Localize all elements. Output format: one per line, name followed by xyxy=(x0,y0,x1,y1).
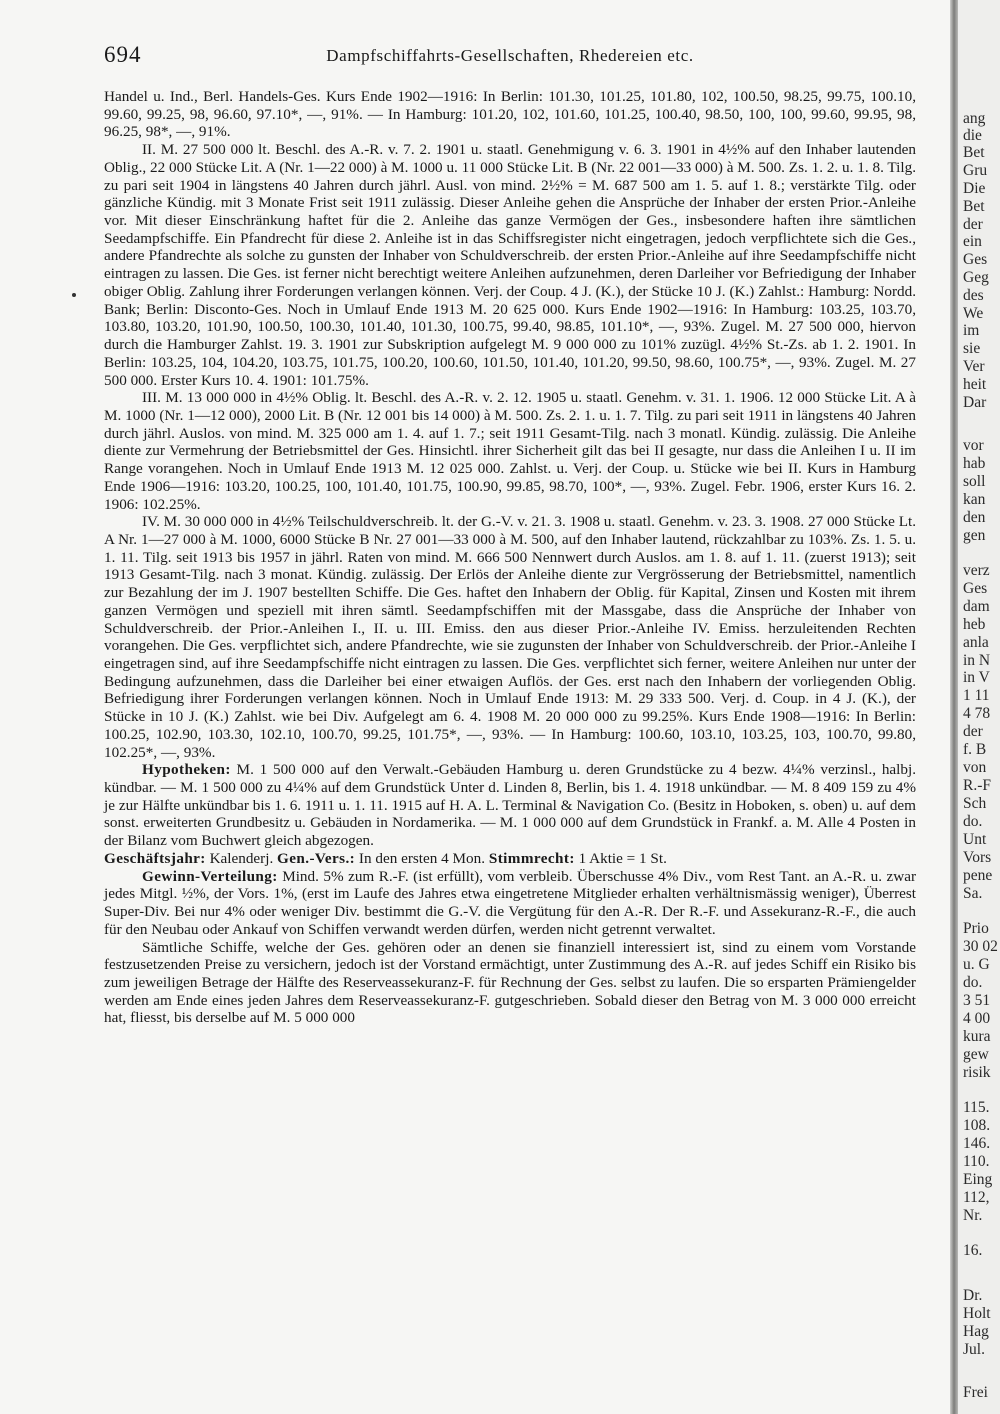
adjacent-page-fragment: Frei xyxy=(963,1384,988,1401)
adjacent-page-fragment: anla xyxy=(963,634,989,651)
adjacent-page-fragment: risik xyxy=(963,1064,991,1081)
adjacent-page-fragment: im xyxy=(963,322,980,339)
page-header xyxy=(104,42,916,72)
adjacent-page-fragment: ang xyxy=(963,110,986,127)
adjacent-page-fragment: ein xyxy=(963,233,982,250)
adjacent-page-fragment: f. B xyxy=(963,741,987,758)
adjacent-page-fragment: 1 11 xyxy=(963,687,990,704)
adjacent-page-fragment: 4 78 xyxy=(963,705,991,722)
adjacent-page-fragment: 110. xyxy=(963,1153,990,1170)
adjacent-page-fragment: Bet xyxy=(963,198,985,215)
section-label: Gewinn-Verteilung: xyxy=(142,867,278,885)
adjacent-page-fragment: 108. xyxy=(963,1117,991,1134)
adjacent-page-fragment: vor xyxy=(963,437,984,454)
adjacent-page-fragment: den xyxy=(963,509,986,526)
paragraph xyxy=(104,88,916,141)
adjacent-page-fragment: Ges xyxy=(963,580,988,597)
paragraph-text: Mind. 5% zum R.-F. (ist erfüllt), vom verbleib. Überschusse 4% Div., vom Rest Tant. an A.-R. u. zwar jedes Mitgl. ½%, der Vors. 1%, (erst im Laufe des Jahres etwa eingetretene Mitglieder erhalten verhältnismässig weniger), Überrest Super-Div. Bei nur 4% oder weniger Div. bestimmt die G.-V. die Vergütung für den A.-R. Der R.-F. und Assekuranz-R.-F., die auch für den Neubau oder Ankauf von Schiffen verwandt werden dürfen, werden nicht getrennt verwaltet. xyxy=(104,867,916,938)
adjacent-page-fragment: pene xyxy=(963,867,993,884)
adjacent-page-fragment: Bet xyxy=(963,144,985,161)
adjacent-page-fragment: kura xyxy=(963,1028,991,1045)
adjacent-page-fragment: Dar xyxy=(963,394,987,411)
adjacent-page-fragment: heb xyxy=(963,616,986,633)
adjacent-page-fragment: Holt xyxy=(963,1305,991,1322)
book-gutter xyxy=(950,0,958,1414)
paragraph xyxy=(104,868,916,939)
adjacent-page-fragment: von xyxy=(963,759,987,776)
adjacent-page-fragment: 146. xyxy=(963,1135,991,1152)
adjacent-page-fragment: 4 00 xyxy=(963,1010,991,1027)
adjacent-page-fragment: Sch xyxy=(963,795,987,812)
adjacent-page-fragment: Jul. xyxy=(963,1341,985,1358)
adjacent-page-fragment: do. xyxy=(963,813,983,830)
adjacent-page-fragment: 3 51 xyxy=(963,992,991,1009)
adjacent-page-fragment: sie xyxy=(963,340,981,357)
adjacent-page-fragment: Geg xyxy=(963,269,989,286)
adjacent-page-fragment: Dr. xyxy=(963,1287,983,1304)
section-label: Hypotheken: xyxy=(142,761,231,779)
adjacent-page-fragment: gen xyxy=(963,527,986,544)
adjacent-page-fragment: in N xyxy=(963,652,991,669)
adjacent-page-fragment: 115. xyxy=(963,1099,990,1116)
adjacent-page-fragment: Unt xyxy=(963,831,987,848)
adjacent-page-fragment: heit xyxy=(963,376,987,393)
paragraph xyxy=(104,761,916,850)
paragraph xyxy=(104,939,916,1028)
adjacent-page-fragment: Prio xyxy=(963,920,989,937)
section-label: Stimmrecht: xyxy=(488,849,575,867)
paragraph-text: Kalenderj. xyxy=(205,849,278,867)
adjacent-page-fragment: Vors xyxy=(963,849,992,866)
adjacent-page-fragment: u. G xyxy=(963,956,990,973)
paragraph-text: In den ersten 4 Mon. xyxy=(355,849,489,867)
adjacent-page-fragment: des xyxy=(963,287,984,304)
paragraph xyxy=(104,850,916,868)
adjacent-page-fragment: Ver xyxy=(963,358,985,375)
adjacent-page-fragment: in V xyxy=(963,669,990,686)
adjacent-page-fragment: die xyxy=(963,127,982,144)
paragraph xyxy=(104,513,916,761)
paragraph xyxy=(104,389,916,513)
paragraph-text: Sämtliche Schiffe, welche der Ges. gehören oder an denen sie finanziell interessiert ist, sind zu einem vom Vorstande festzusetzenden Preise zu versichern, jedoch ist der Vorstand ermächtigt, unter Zustimmung des A.-R. auf jedes Schiff ein Risiko bis zum jeweiligen Betrage der Hälfte des Reserveassekuranz-F. für Rechnung der Ges. selbst zu laufen. Die so ersparten Prämiengelder werden am Ende eines jeden Jahres dem Reserveassekuranz-F. gutgeschrieben. Sobald dieser den Betrag von M. 3 000 000 erreicht hat, fliesst, bis derselbe auf M. 5 000 000 xyxy=(104,938,916,1027)
adjacent-page-fragment: hab xyxy=(963,455,986,472)
section-label: Gen.-Vers.: xyxy=(277,849,356,867)
adjacent-page-fragment: gew xyxy=(963,1046,989,1063)
running-title: Dampfschiffahrts-Gesellschaften, Rhedereien etc. xyxy=(326,46,694,65)
adjacent-page-fragment: soll xyxy=(963,473,986,490)
adjacent-page-fragment: Gru xyxy=(963,162,988,179)
page-number: 694 xyxy=(104,42,142,67)
adjacent-page-fragment: Hag xyxy=(963,1323,989,1340)
paragraph-text: IV. M. 30 000 000 in 4½% Teilschuldverschreib. lt. der G.-V. v. 21. 3. 1908 u. staatl. Genehm. v. 23. 3. 1908. 27 000 Stücke Lt. A Nr. 1—27 000 à M. 1000, 6000 Stücke B Nr. 27 001—33 000 à M. 500, auf den Inhaber lautend, rückzahlbar zu 103%. Zs. 1. 5. u. 1. 11. Tilg. seit 1913 bis 1957 in jährl. Raten von mind. M. 666 500 Nennwert durch Auslos. am 1. 8. auf 1. 11. (zuerst 1913); seit 1913 Gesamt-Tilg. nach 3 monat. Kündig. zulässig. Der Erlös der Anleihe diente zur Vergrösserung der Betriebsmittel, namentlich zur Bezahlung der im J. 1907 bestellten Schiffe. Die Ges. haftet den Inhabern der Oblig. für Kapital, Zinsen und Kosten mit ihrem ganzen Vermögen und speziell mit ihren sämtl. Seedampfschiffen mit der Massgabe, dass die Ansprüche der Inhaber von Schuldverschreib. der Prior.-Anleihen I., II. u. III. Emiss. den aus dieser Prior.-Anleihe IV. Emiss. herzuleitenden Rechten vorangehen. Die Ges. verpflichtet sich, andere Pfandrechte, wie sie zugunsten der Inhaber von Schuldverschreib. der Prior.-Anleihe I eingetragen sind, auf ihre Seedampfschiffe nicht eintragen zu lassen. Die Ges. verpflichtet sich ferner, weitere Anleihen nur unter der Bedingung aufzunehmen, dass die Darleiher bei einer etwaigen Auflös. der Ges. erst nach den Inhabern der vorliegenden Oblig. Befriedigung ihrer Forderungen verlangen können. Noch in Umlauf Ende 1913: M. 29 333 500. Verj. d. Coup. in 4 J. (K.), der Stücke in 10 J. (K.) Zahlst. wie bei Div. Aufgelegt am 6. 4. 1908 M. 20 000 000 zu 99.25%. Kurs Ende 1908—1916: In Berlin: 100.25, 102.90, 103.30, 102.10, 100.70, 99.25, 101.75*, —, 93%. — In Hamburg: 100.60, 103.10, 103.25, 103, 100.70, 99.80, 102.25*, —, 93%. xyxy=(104,513,916,761)
adjacent-page-edge xyxy=(958,0,1000,1414)
adjacent-page-fragment: kan xyxy=(963,491,986,508)
adjacent-page-fragment: dam xyxy=(963,598,990,615)
paragraph-text: M. 1 500 000 auf den Verwalt.-Gebäuden Hamburg u. deren Grundstücke zu 4 bezw. 4¼% verzinsl., halbj. kündbar. — M. 1 500 000 zu 4¼% auf dem Grundstück Unter d. Linden 8, Berlin, bis 1. 4. 1918 unkündbar. — M. 8 409 159 zu 4% je zur Hälfte unkündbar bis 1. 6. 1911 u. 1. 11. 1915 auf H. A. L. Terminal & Navigation Co. (Besitz in Hoboken, s. oben) u. auf dem sonst. erweiterten Grundbesitz u. Gebäuden in Nordamerika. — M. 1 000 000 auf dem Grundstück in Frankf. a. M. Alle 4 Posten in der Bilanz vom Buchwert gleich abgezogen. xyxy=(104,761,916,850)
adjacent-page-fragment: R.-F xyxy=(963,777,991,794)
margin-speck xyxy=(72,293,76,297)
adjacent-page-fragment: 16. xyxy=(963,1242,983,1259)
paragraph-text: III. M. 13 000 000 in 4½% Oblig. lt. Beschl. des A.-R. v. 2. 12. 1905 u. staatl. Genehm. v. 31. 1. 1906. 12 000 Stücke Lit. A à M. 1000 (Nr. 1—12 000), 2000 Lit. B (Nr. 12 001 bis 14 000) à M. 500. Zs. 2. 1. u. 1. 7. Tilg. zu pari seit 1911 in längstens 40 Jahren durch jährl. Auslos. von mind. M. 325 000 am 1. 4. auf 1. 7.; seit 1911 Gesamt-Tilg. nach 3 monatl. Kündig. zulässig. Die Anleihe diente zur Vermehrung der Betriebsmittel der Ges. Hinsichtl. ihrer Sicherheit gilt das bei II gesagte, nur dass die Anleihen I u. II im Range vorangehen. Noch in Umlauf Ende 1913 M. 12 025 000. Zahlst. u. Verj. der Coup. u. Stücke wie bei II. Kurs in Hamburg Ende 1906—1916: 103.20, 100.25, 100, 101.40, 101.75, 100.90, 99.85, 98.70, 100*, —, 93%. Zugel. Febr. 1906, erster Kurs 16. 2. 1906: 102.25%. xyxy=(104,389,916,513)
adjacent-page-fragment: der xyxy=(963,216,983,233)
adjacent-page-fragment: verz xyxy=(963,562,990,579)
adjacent-page-fragment: Die xyxy=(963,180,986,197)
paragraph xyxy=(104,141,916,389)
paragraph-text: II. M. 27 500 000 lt. Beschl. des A.-R. v. 7. 2. 1901 u. staatl. Genehmigung v. 6. 3. 1901 in 4½% auf den Inhaber lautenden Oblig., 22 000 Stücke Lit. A (Nr. 1—22 000) à M. 1000 u. 11 000 Stücke Lit. B (Nr. 22 001—33 000) à M. 500. Zs. 1. 2. u. 1. 8. Tilg. zu pari seit 1904 in längstens 40 Jahren durch jährl. Ausl. von mind. 2½% = M. 687 500 am 1. 5. auf 1. 8.; verstärkte Tilg. oder gänzliche Kündig. mit 3 Monate Frist seit 1911 zulässig. Dieser Anleihe gehen die Ansprüche der Inhaber der ersten Prior.-Anleihe vor. Mit dieser Einschränkung haftet für die 2. Anleihe das ganze Vermögen der Ges., insbesondere haften ihre sämtlichen Seedampfschiffe. Ein Pfandrecht für diese 2. Anleihe ist in das Schiffsregister nicht eingetragen, jedoch verpflichtete sich die Ges., andere Pfandrechte als solche zu gunsten der Inhaber von Schuldverschreib. der ersten Prior.-Anleihe auf ihre Seedampfschiffe nicht eintragen zu lassen. Die Ges. ist ferner nicht berechtigt weitere Anleihen aufzunehmen, deren Darleiher vor Befriedigung der Inhaber obiger Oblig. Zahlung ihrer Forderungen verlangen können. Verj. der Coup. 4 J. (K.), der Stücke 10 J. (K.) Zahlst.: Hamburg: Nordd. Bank; Berlin: Disconto-Ges. Noch in Umlauf Ende 1913 M. 20 625 000. Kurs Ende 1902—1916: In Hamburg: 103.25, 103.70, 103.80, 103.20, 101.90, 100.50, 100.30, 101.40, 101.30, 100.75, 99.40, 98.85, 101.10*, —, 93%. Zugel. M. 27 500 000, hiervon durch die Hamburger Zahlst. 19. 3. 1901 zur Subskription aufgelegt M. 9 000 000 zu 101% zuzügl. 4½% St.-Zs. ab 1. 2. 1901. In Berlin: 103.25, 104, 104.20, 103.75, 101.75, 100.20, 100.60, 101.50, 101.40, 101.20, 99.50, 98.60, 100.75*, —, 93%. Zugel. M. 27 500 000. Erster Kurs 10. 4. 1901: 101.75%. xyxy=(104,141,916,389)
paragraph-text: 1 Aktie = 1 St. xyxy=(574,849,667,867)
adjacent-page-fragment: 30 02 xyxy=(963,938,998,955)
adjacent-page-fragment: 112, xyxy=(963,1189,990,1206)
adjacent-page-fragment: do. xyxy=(963,974,983,991)
paragraph-text: Handel u. Ind., Berl. Handels-Ges. Kurs Ende 1902—1916: In Berlin: 101.30, 101.25, 101.80, 102, 100.50, 98.25, 99.75, 100.10, 99.60, 99.25, 98, 96.60, 97.10*, —, 91%. — In Hamburg: 101.20, 102, 101.60, 101.25, 100.40, 98.50, 100, 100, 99.60, 99.95, 98, 96.25, 98*, —, 91%. xyxy=(104,88,916,141)
adjacent-page-fragment: Nr. xyxy=(963,1207,983,1224)
adjacent-page-fragment: We xyxy=(963,305,984,322)
adjacent-page-fragment: Sa. xyxy=(963,885,983,902)
body-text xyxy=(104,88,916,1027)
adjacent-page-fragment: Eing xyxy=(963,1171,993,1188)
adjacent-page-fragment: Ges xyxy=(963,251,988,268)
section-label: Geschäftsjahr: xyxy=(104,849,206,867)
adjacent-page-fragment: der xyxy=(963,723,983,740)
